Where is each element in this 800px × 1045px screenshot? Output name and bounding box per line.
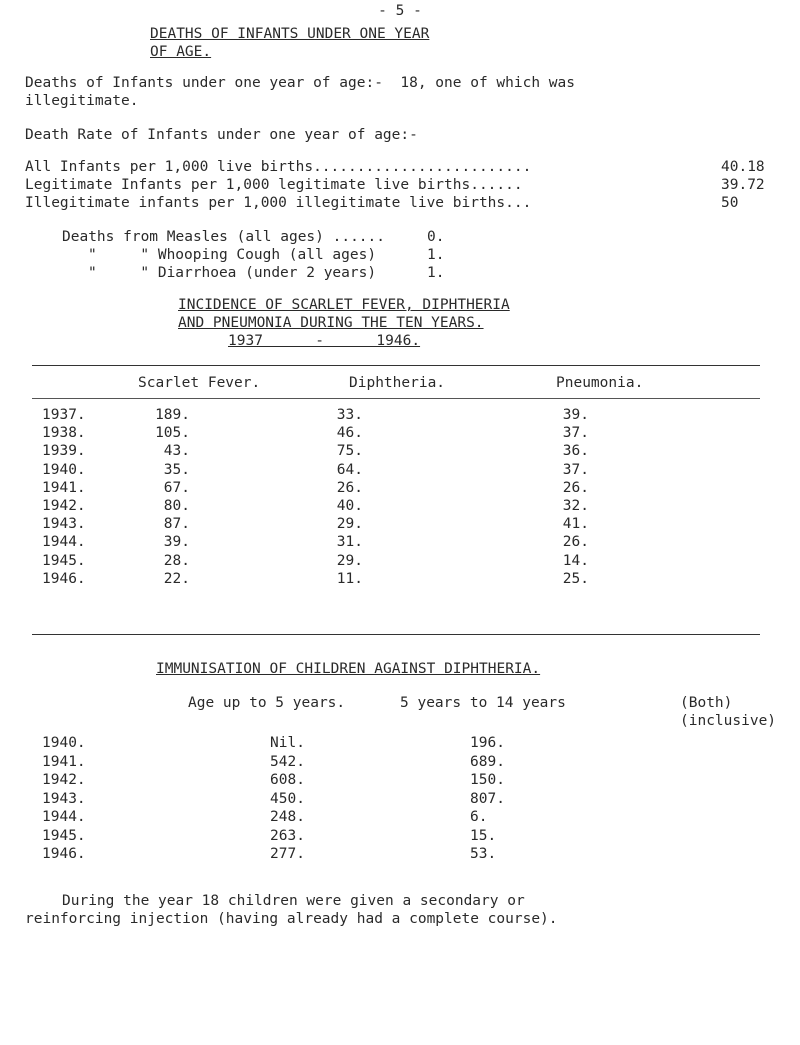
table-bottom-rule xyxy=(32,634,760,635)
age-5-to-14-cell: 150. xyxy=(470,772,505,788)
diphtheria-cell: 33. xyxy=(336,407,363,423)
header-pneumonia: Pneumonia. xyxy=(556,375,644,391)
scarlet-fever-cell: 67. xyxy=(163,480,190,496)
year-cell: 1942. xyxy=(42,498,86,514)
page-number: - 5 - xyxy=(378,3,422,19)
scarlet-fever-cell: 35. xyxy=(163,462,190,478)
immunisation-title: IMMUNISATION OF CHILDREN AGAINST DIPHTHERIA. xyxy=(156,661,541,677)
header-age-under-5: Age up to 5 years. xyxy=(188,695,346,711)
under-5-cell: 608. xyxy=(270,772,305,788)
infant-deaths-paragraph-cont: illegitimate. xyxy=(25,93,139,109)
year-cell: 1938. xyxy=(42,425,86,441)
scarlet-fever-cell: 22. xyxy=(163,571,190,587)
deaths-from-label: " " Diarrhoea (under 2 years) xyxy=(88,265,377,281)
pneumonia-cell: 37. xyxy=(562,425,589,441)
pneumonia-cell: 26. xyxy=(562,480,589,496)
diphtheria-cell: 40. xyxy=(336,498,363,514)
infant-deaths-title-cont: OF AGE. xyxy=(150,44,212,60)
header-scarlet-fever: Scarlet Fever. xyxy=(138,375,261,391)
year-cell: 1942. xyxy=(42,772,86,788)
under-5-cell: 450. xyxy=(270,791,305,807)
rate-label: Legitimate Infants per 1,000 legitimate live births...... xyxy=(25,177,523,193)
incidence-title-cont: AND PNEUMONIA DURING THE TEN YEARS. xyxy=(178,315,484,331)
year-cell: 1946. xyxy=(42,846,86,862)
year-cell: 1943. xyxy=(42,791,86,807)
diphtheria-cell: 11. xyxy=(336,571,363,587)
death-rate-heading: Death Rate of Infants under one year of age:- xyxy=(25,127,418,143)
scarlet-fever-cell: 105. xyxy=(155,425,190,441)
scarlet-fever-cell: 43. xyxy=(163,443,190,459)
scarlet-fever-cell: 189. xyxy=(155,407,190,423)
infant-deaths-paragraph: Deaths of Infants under one year of age:- 18, one of which was xyxy=(25,75,575,91)
deaths-from-label: Deaths from Measles (all ages) ...... xyxy=(62,229,386,245)
immunisation-note: During the year 18 children were given a secondary or xyxy=(62,893,525,909)
deaths-from-value: 0. xyxy=(427,229,445,245)
age-5-to-14-cell: 689. xyxy=(470,754,505,770)
under-5-cell: 248. xyxy=(270,809,305,825)
year-cell: 1944. xyxy=(42,534,86,550)
rate-value: 50 xyxy=(721,195,739,211)
scarlet-fever-cell: 87. xyxy=(163,516,190,532)
pneumonia-cell: 26. xyxy=(562,534,589,550)
under-5-cell: 277. xyxy=(270,846,305,862)
year-cell: 1945. xyxy=(42,828,86,844)
year-cell: 1945. xyxy=(42,553,86,569)
table-top-rule xyxy=(32,365,760,366)
year-cell: 1937. xyxy=(42,407,86,423)
pneumonia-cell: 25. xyxy=(562,571,589,587)
year-cell: 1939. xyxy=(42,443,86,459)
year-cell: 1941. xyxy=(42,480,86,496)
year-cell: 1943. xyxy=(42,516,86,532)
pneumonia-cell: 41. xyxy=(562,516,589,532)
diphtheria-cell: 46. xyxy=(336,425,363,441)
scarlet-fever-cell: 80. xyxy=(163,498,190,514)
deaths-from-value: 1. xyxy=(427,265,445,281)
deaths-from-label: " " Whooping Cough (all ages) xyxy=(88,247,377,263)
age-5-to-14-cell: 807. xyxy=(470,791,505,807)
deaths-from-value: 1. xyxy=(427,247,445,263)
diphtheria-cell: 64. xyxy=(336,462,363,478)
pneumonia-cell: 32. xyxy=(562,498,589,514)
pneumonia-cell: 14. xyxy=(562,553,589,569)
rate-value: 39.72 xyxy=(721,177,765,193)
diphtheria-cell: 26. xyxy=(336,480,363,496)
scarlet-fever-cell: 28. xyxy=(163,553,190,569)
header-rule xyxy=(32,398,760,399)
incidence-title: INCIDENCE OF SCARLET FEVER, DIPHTHERIA xyxy=(178,297,510,313)
incidence-period: 1937 - 1946. xyxy=(228,333,421,349)
under-5-cell: Nil. xyxy=(270,735,305,751)
age-5-to-14-cell: 53. xyxy=(470,846,497,862)
age-5-to-14-cell: 6. xyxy=(470,809,488,825)
diphtheria-cell: 29. xyxy=(336,516,363,532)
header-age-5-to-14: 5 years to 14 years xyxy=(400,695,566,711)
header-both: (Both) xyxy=(680,695,733,711)
under-5-cell: 263. xyxy=(270,828,305,844)
header-diphtheria: Diphtheria. xyxy=(349,375,446,391)
rate-label: All Infants per 1,000 live births......................... xyxy=(25,159,532,175)
diphtheria-cell: 29. xyxy=(336,553,363,569)
diphtheria-cell: 31. xyxy=(336,534,363,550)
age-5-to-14-cell: 15. xyxy=(470,828,497,844)
scarlet-fever-cell: 39. xyxy=(163,534,190,550)
year-cell: 1941. xyxy=(42,754,86,770)
rate-label: Illegitimate infants per 1,000 illegitimate live births... xyxy=(25,195,532,211)
under-5-cell: 542. xyxy=(270,754,305,770)
year-cell: 1946. xyxy=(42,571,86,587)
year-cell: 1940. xyxy=(42,462,86,478)
infant-deaths-title: DEATHS OF INFANTS UNDER ONE YEAR xyxy=(150,26,430,42)
rate-value: 40.18 xyxy=(721,159,765,175)
year-cell: 1940. xyxy=(42,735,86,751)
diphtheria-cell: 75. xyxy=(336,443,363,459)
pneumonia-cell: 36. xyxy=(562,443,589,459)
year-cell: 1944. xyxy=(42,809,86,825)
pneumonia-cell: 37. xyxy=(562,462,589,478)
pneumonia-cell: 39. xyxy=(562,407,589,423)
header-inclusive: (inclusive) xyxy=(680,713,777,729)
age-5-to-14-cell: 196. xyxy=(470,735,505,751)
immunisation-note-cont: reinforcing injection (having already had a complete course). xyxy=(25,911,558,927)
